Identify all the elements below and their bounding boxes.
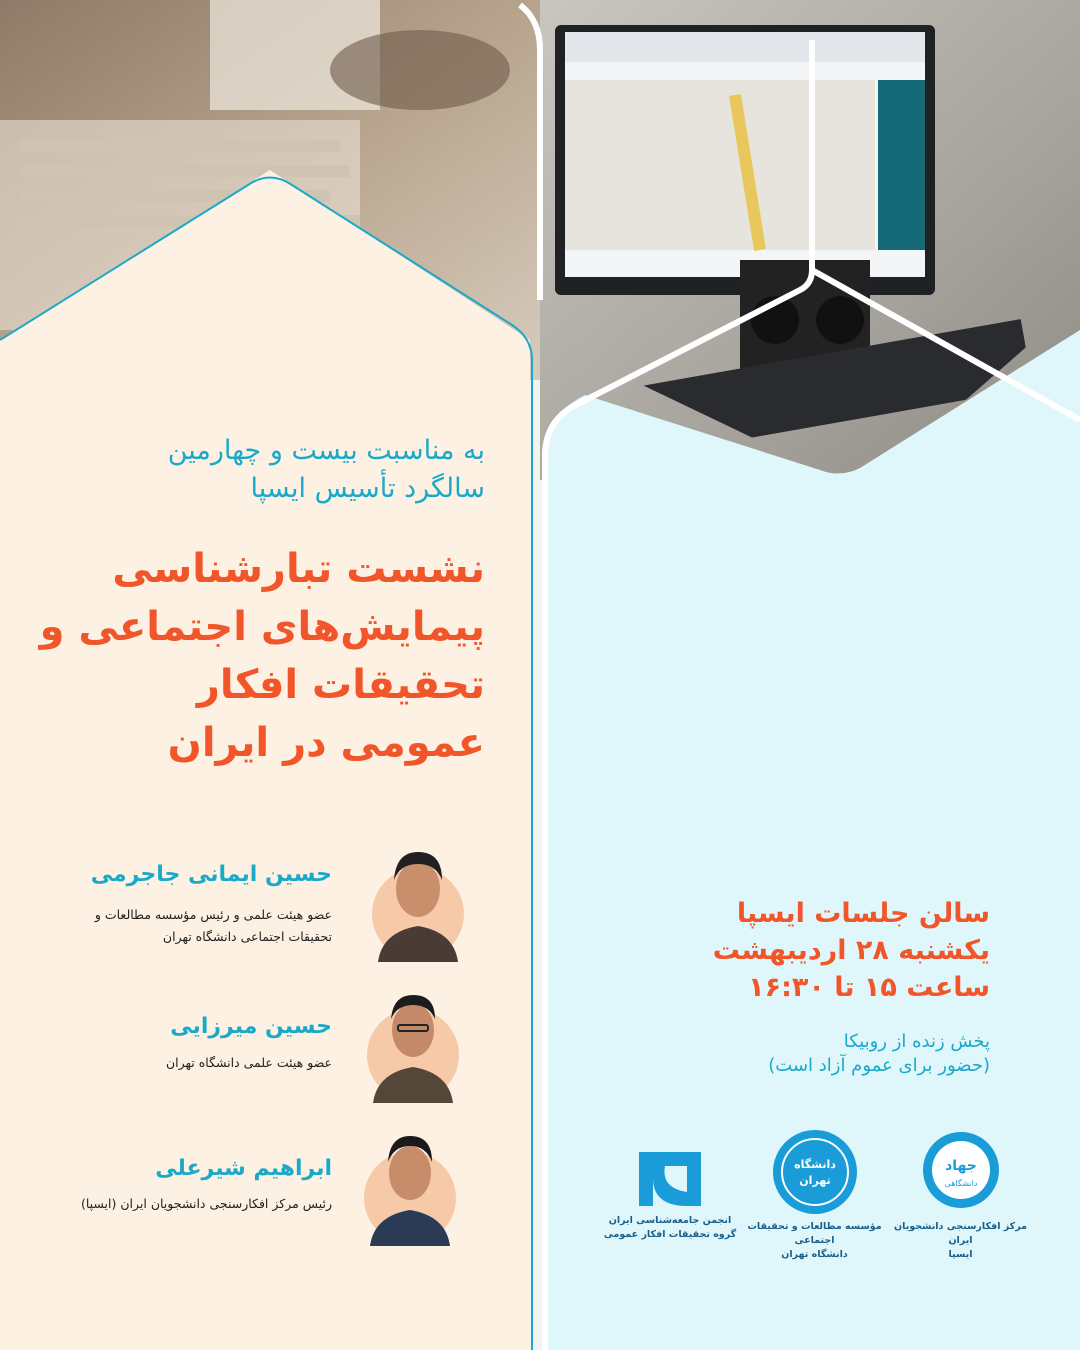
speaker-1-role	[40, 904, 332, 948]
svg-text:دانشگاه: دانشگاه	[793, 1158, 836, 1171]
university-tehran-seal-icon	[771, 1128, 859, 1216]
title-line-4: عمومی در ایران	[167, 720, 485, 766]
occasion-line-1: به مناسبت بیست و چهارمین	[167, 435, 485, 466]
svg-text:جهاد: جهاد	[944, 1158, 977, 1174]
speaker-3-name: ابراهیم شیرعلی	[155, 1156, 332, 1181]
speaker-2-role-line-1: عضو هیئت علمی دانشگاه تهران	[165, 1055, 332, 1070]
jahad-caption-line-1: مرکز افکارسنجی دانشجویان ایران	[894, 1221, 1027, 1246]
occasion-text	[40, 432, 485, 508]
occasion-line-2: سالگرد تأسیس ایسپا	[250, 473, 485, 504]
title-line-3: تحقیقات افکار	[196, 662, 485, 708]
ija-caption-line-2: گروه تحقیقات افکار عمومی	[603, 1229, 737, 1240]
university-tehran-logo	[742, 1128, 887, 1262]
event-venue: سالن جلسات ایسپا	[736, 898, 990, 929]
jahad-caption-line-2: ایسپا	[948, 1249, 973, 1260]
broadcast-line-1: پخش زنده از روبیکا	[843, 1031, 990, 1052]
speaker-1-role-line-1: عضو هیئت علمی و رئیس مؤسسه مطالعات و	[94, 907, 332, 922]
ija-caption-line-1: انجمن جامعه‌شناسی ایران	[608, 1215, 732, 1226]
event-date: یکشنبه ۲۸ اردیبهشت	[712, 935, 990, 966]
speaker-1-name: حسین ایمانی جاجرمی	[90, 862, 332, 887]
broadcast-line-2: (حضور برای عموم آزاد است)	[768, 1055, 990, 1076]
speaker-3-role	[40, 1193, 332, 1215]
ut-caption-line-1: مؤسسه مطالعات و تحقیقات اجتماعی	[747, 1221, 882, 1246]
broadcast-info	[560, 1030, 990, 1078]
title-line-1: نشست تبارشناسی	[112, 546, 485, 592]
speaker-1-role-line-2: تحقیقات اجتماعی دانشگاه تهران	[162, 929, 332, 944]
ut-caption-line-2: دانشگاه تهران	[781, 1249, 848, 1260]
speaker-portrait-icon	[365, 975, 461, 1103]
title-line-2: پیمایش‌های اجتماعی و	[39, 604, 485, 650]
svg-text:تهران: تهران	[798, 1174, 831, 1187]
jahad-seal-icon	[921, 1130, 1001, 1216]
event-time: ساعت ۱۵ تا ۱۶:۳۰	[748, 972, 990, 1003]
speaker-2-role	[40, 1052, 332, 1074]
speaker-portrait-icon	[362, 1118, 458, 1246]
speaker-3-role-line-1: رئیس مرکز افکارسنجی دانشجویان ایران (ایسپا)	[80, 1196, 332, 1211]
svg-text:دانشگاهی: دانشگاهی	[944, 1179, 977, 1188]
event-title	[30, 540, 485, 772]
speaker-portrait-icon	[370, 834, 466, 962]
ija-logo	[600, 1148, 740, 1242]
jahad-logo	[888, 1130, 1033, 1262]
ija-logo-icon	[635, 1148, 705, 1210]
speaker-2-name: حسین میرزایی	[170, 1014, 332, 1039]
